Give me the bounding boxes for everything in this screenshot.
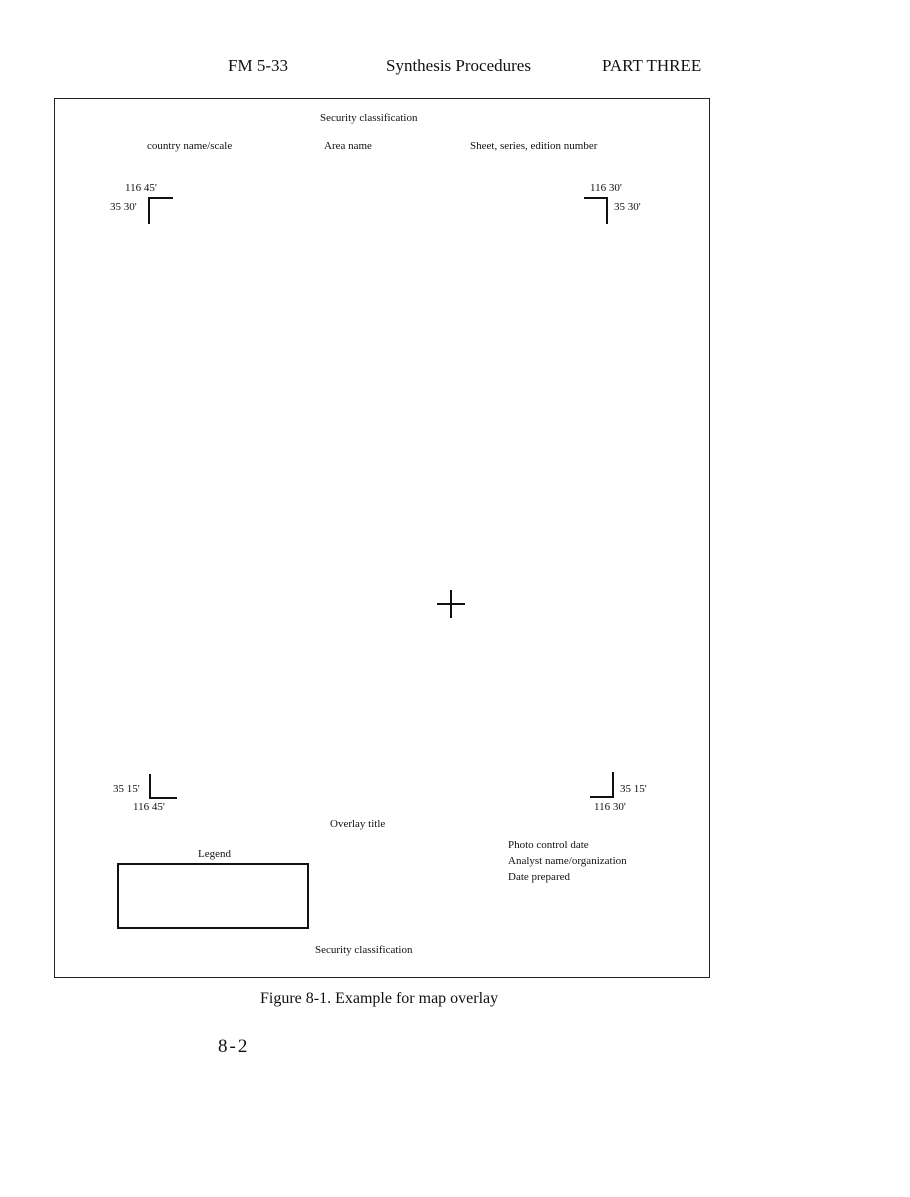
- legend-box: [117, 863, 309, 929]
- top-right-longitude: 116 30': [590, 182, 622, 194]
- legend-label: Legend: [198, 848, 231, 860]
- date-prepared: Date prepared: [508, 871, 570, 883]
- page-number: 8-2: [218, 1036, 250, 1057]
- header-part: PART THREE: [602, 56, 702, 75]
- bottom-left-latitude: 35 15': [113, 783, 140, 795]
- top-left-longitude: 116 45': [125, 182, 157, 194]
- sheet-series-edition: Sheet, series, edition number: [470, 140, 598, 152]
- top-left-latitude: 35 30': [110, 201, 137, 213]
- bottom-right-longitude: 116 30': [594, 801, 626, 813]
- overlay-frame: [54, 98, 710, 978]
- bottom-right-latitude: 35 15': [620, 783, 647, 795]
- bottom-left-longitude: 116 45': [133, 801, 165, 813]
- header-section-title: Synthesis Procedures: [386, 56, 531, 75]
- overlay-title: Overlay title: [330, 818, 386, 830]
- top-security-classification: Security classification: [320, 112, 418, 124]
- header-doc-id: FM 5-33: [228, 56, 288, 75]
- figure-caption: Figure 8-1. Example for map overlay: [260, 990, 499, 1007]
- bottom-security-classification: Security classification: [315, 944, 413, 956]
- area-name: Area name: [324, 140, 372, 152]
- analyst-name-organization: Analyst name/organization: [508, 855, 627, 867]
- top-right-latitude: 35 30': [614, 201, 641, 213]
- country-name-scale: country name/scale: [147, 140, 233, 152]
- photo-control-date: Photo control date: [508, 839, 589, 851]
